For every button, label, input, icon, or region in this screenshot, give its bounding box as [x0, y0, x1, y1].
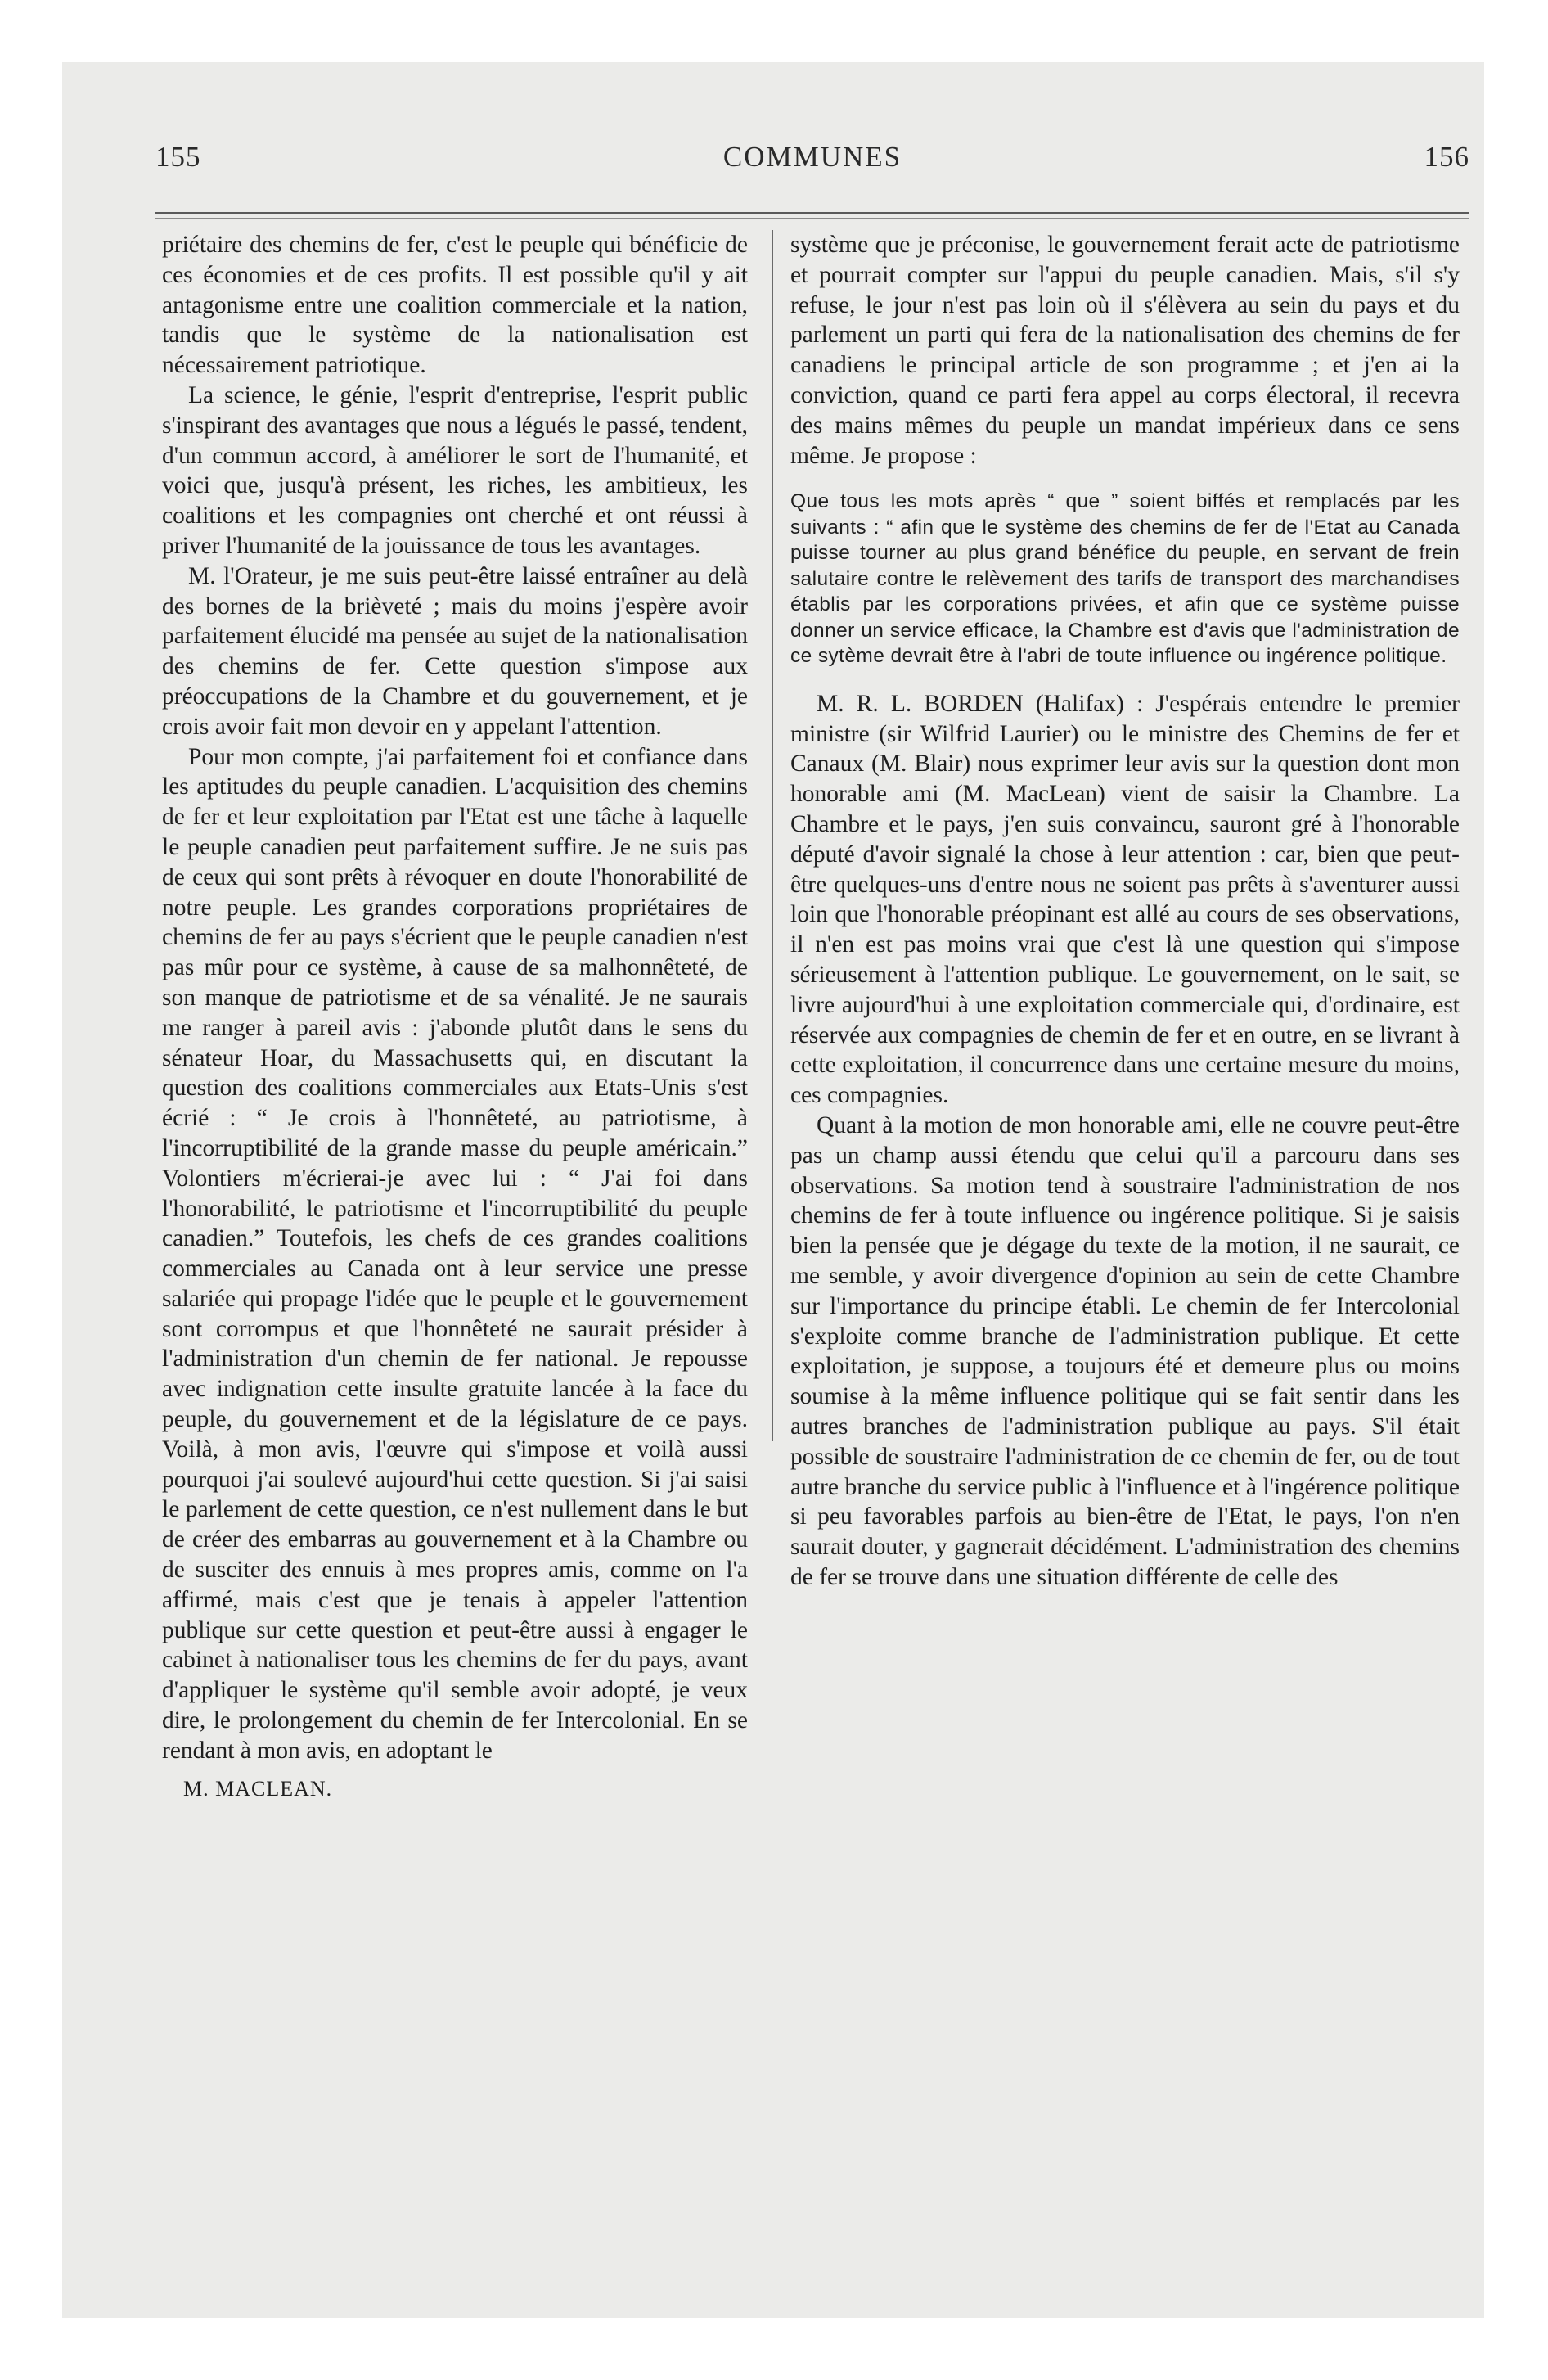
- running-title: COMMUNES: [722, 141, 902, 173]
- paragraph: Quant à la motion de mon honorable ami, elle ne couvre peut-être pas un champ aussi étendu que celui qu'il a parcouru dans ses observations. Sa motion tend à soustraire l'administration de nos chemins de fer à toute influence ou ingérence politique. Si je saisis bien la pensée que je dégage du texte de la motion, il ne saurait, ce me semble, y avoir divergence d'opinion au sein de cette Chambre sur l'importance du principe établi. Le chemin de fer Intercolonial s'exploite comme branche de l'administration publique. Et cette exploitation, je suppose, a toujours été et demeure plus ou moins soumise à la même influence politique qui se fait sentir dans les autres branches de l'administration publique au pays. S'il était possible de soustraire l'administration de ce chemin de fer, ou de tout autre branche du service public à l'influence et à l'ingérence politique si peu favorables parfois au bien-être de l'Etat, le pays, l'on n'en saurait douter, y gagnerait décidément. L'administration des chemins de fer se trouve dans une situation différente de celle des: [790, 1112, 1460, 1590]
- paragraph: M. l'Orateur, je me suis peut-être laissé entraîner au delà des bornes de la brièveté ; mais du moins j'espère avoir parfaitement élucidé ma pensée au sujet de la nationalisation des chemins de fer. Cette question s'impose aux préoccupations de la Chambre et du gouvernement, et je crois avoir fait mon devoir en y appelant l'attention.: [162, 562, 748, 740]
- motion-text: Que tous les mots après “ que ” soient biffés et remplacés par les suivants : “ afin que le système des chemins de fer de l'Etat au Canada puisse tourner au plus grand bénéfice du peuple, en servant de frein salutaire contre le relèvement des tarifs de transport des marchandises établis par les corporations privées, et afin que ce système puisse donner un service efficace, la Chambre est d'avis que l'administration de ce sytème devrait être à l'abri de toute influence ou ingérence politique.: [790, 490, 1460, 668]
- speaker-signature: M. MACLEAN.: [183, 1776, 333, 1801]
- column-divider: [772, 230, 773, 1441]
- paragraph: Pour mon compte, j'ai parfaitement foi et confiance dans les aptitudes du peuple canadien. L'acquisition des chemins de fer et leur exploitation par l'Etat est une tâche à laquelle le peuple canadien peut parfaitement suffire. Je ne suis pas de ceux qui sont prêts à révoquer en doute l'honorabilité de notre peuple. Les grandes corporations propriétaires de chemins de fer au pays s'écrient que le peuple canadien n'est pas mûr pour ce système, à cause de sa malhonnêteté, de son manque de patriotisme et de sa vénalité. Je ne saurais me ranger à pareil avis : j'abonde plutôt dans le sens du sénateur Hoar, du Massachusetts qui, en discutant la question des coalitions commerciales aux Etats-Unis s'est écrié : “ Je crois à l'honnêteté, au patriotisme, à l'incorruptibilité de la grande masse du peuple américain.” Volontiers m'écrierai-je avec lui : “ J'ai foi dans l'honorabilité, le patriotisme et l'incorruptibilité du peuple canadien.” Toutefois, les chefs de ces grandes coalitions commerciales au Canada ont à leur service une presse salariée qui propage l'idée que le peuple et le gouvernement sont corrompus et que l'honnêteté ne saurait présider à l'administration d'un chemin de fer national. Je repousse avec indignation cette insulte gratuite lancée à la face du peuple, du gouvernement et de la législature de ce pays. Voilà, à mon avis, l'œuvre qui s'impose et voilà aussi pourquoi j'ai soulevé aujourd'hui cette question. Si j'ai saisi le parlement de cette question, ce n'est nullement dans le but de créer des embarras au gouvernement et à la Chambre ou de susciter des ennuis à mes propres amis, comme on l'a affirmé, mais c'est que je tenais à appeler l'attention publique sur cette question et peut-être aussi à engager le cabinet à nationaliser tous les chemins de fer du pays, avant d'appliquer le système qu'il semble avoir adopté, je veux dire, le prolongement du chemin de fer Intercolonial. En se rendant à mon avis, en adoptant le: [162, 743, 748, 1764]
- header-rule: [155, 212, 1469, 214]
- scanned-page: [62, 62, 1484, 2318]
- page-header: [155, 62, 1469, 193]
- paragraph: La science, le génie, l'esprit d'entreprise, l'esprit public s'inspirant des avantages que nous a légués le passé, tendent, d'un commun accord, à améliorer le sort de l'humanité, et voici que, jusqu'à présent, les riches, les ambitieux, les coalitions et les compagnies ont cherché et ont réussi à priver l'humanité de la jouissance de tous les avantages.: [162, 381, 748, 559]
- paragraph: système que je préconise, le gouvernement ferait acte de patriotisme et pourrait compter sur l'appui du peuple canadien. Mais, s'il s'y refuse, le jour n'est pas loin où il s'élèvera au sein du pays et du parlement un parti qui fera de la nationalisation des chemins de fer canadiens le principal article de son programme ; et j'en ai la conviction, quand ce parti fera appel au corps électoral, il recevra des mains mêmes du peuple un mandat impérieux dans ce sens même. Je propose :: [790, 232, 1460, 469]
- page-number-right: 156: [1424, 141, 1469, 173]
- left-column: [162, 230, 748, 1804]
- paragraph: priétaire des chemins de fer, c'est le peuple qui bénéficie de ces économies et de ces profits. Il est possible qu'il y ait antagonisme entre une coalition commerciale et la nation, tandis que le système de la nationalisation est nécessairement patriotique.: [162, 232, 748, 379]
- page-number-left: 155: [155, 141, 201, 173]
- right-column: [790, 230, 1460, 1593]
- header-rule-thin: [155, 218, 1469, 219]
- paragraph: M. R. L. BORDEN (Halifax) : J'espérais entendre le premier ministre (sir Wilfrid Laurier) ou le ministre des Chemins de fer et Canaux (M. Blair) nous exprimer leur avis sur la question dont mon honorable ami (M. MacLean) vient de saisir la Chambre. La Chambre et le pays, j'en suis convaincu, sauront gré à l'honorable député d'avoir signalé la chose à leur attention : car, bien que peut-être quelques-uns d'entre nous ne soient pas prêts à s'aventurer aussi loin que l'honorable préopinant est allé au cours de ses observations, il n'en est pas moins vrai que c'est là une question qui s'impose sérieusement à l'attention publique. Le gouvernement, on le sait, se livre aujourd'hui à une exploitation commerciale qui, d'ordinaire, est réservée aux compagnies de chemin de fer et en outre, en se livrant à cette exploitation, il concurrence dans une certaine mesure du moins, ces compagnies.: [790, 690, 1460, 1109]
